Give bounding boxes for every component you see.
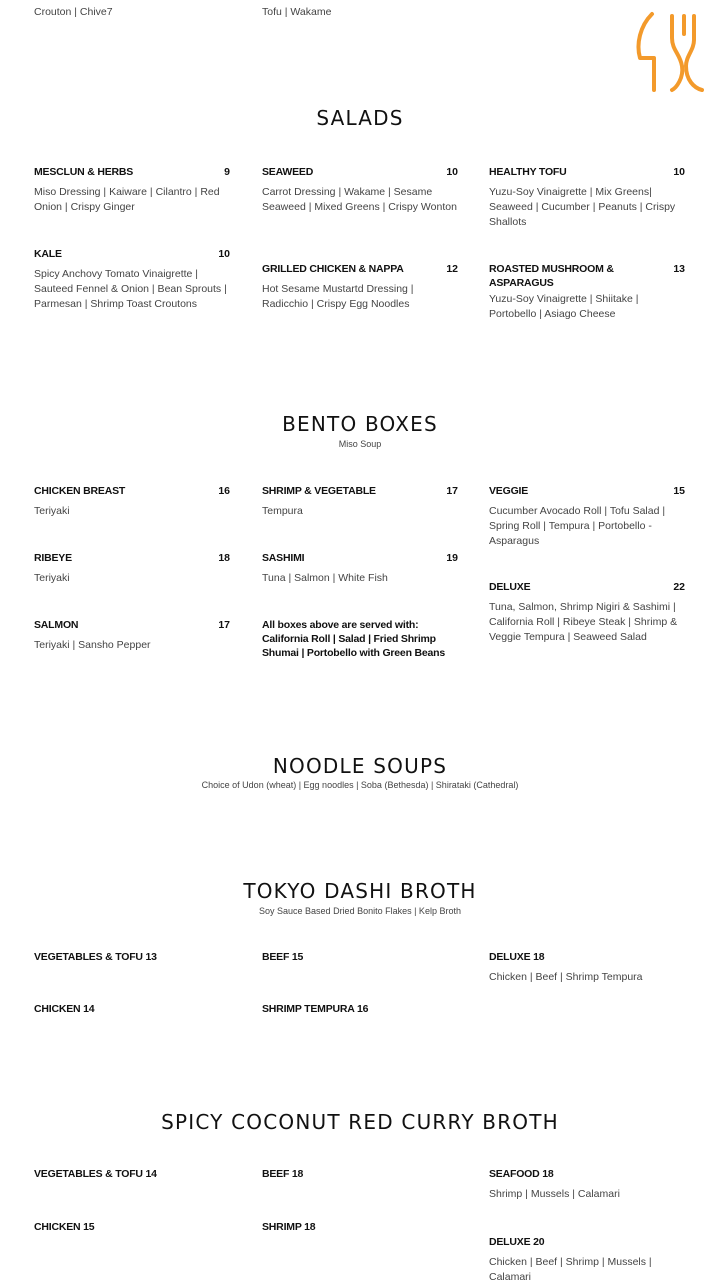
menu-item — [34, 1167, 230, 1181]
item-desc: Cucumber Avocado Roll | Tofu Salad | Spring Roll | Tempura | Portobello - Asparagus — [489, 505, 666, 547]
item-name: MESCLUN & HERBS — [34, 166, 134, 178]
section-title-coconut-curry: SPICY COCONUT RED CURRY BROTH — [161, 1110, 559, 1134]
item-name: DELUXE 20 — [489, 1236, 545, 1248]
menu-item — [489, 950, 685, 985]
section-title-salads: SALADS — [316, 106, 404, 130]
item-name: DELUXE 18 — [489, 951, 545, 963]
menu-item — [34, 551, 230, 586]
menu-item — [262, 484, 458, 519]
item-name: VEGGIE — [489, 485, 529, 497]
section-subtitle-tokyo-dashi: Soy Sauce Based Dried Bonito Flakes | Kelp Broth — [259, 906, 461, 916]
item-price: 12 — [446, 263, 458, 275]
section-title-tokyo-dashi: TOKYO DASHI BROTH — [243, 879, 477, 903]
menu-item — [34, 1002, 230, 1016]
item-price: 17 — [446, 485, 458, 497]
menu-item — [489, 1235, 685, 1285]
menu-item — [262, 551, 458, 586]
item-price: 18 — [218, 552, 230, 564]
item-name: CHICKEN 14 — [34, 1003, 95, 1015]
section-title-noodle-soups: NOODLE SOUPS — [272, 754, 448, 778]
item-price: 10 — [218, 248, 230, 260]
item-name: HEALTHY TOFU — [489, 166, 567, 178]
item-name: VEGETABLES & TOFU 14 — [34, 1168, 157, 1180]
section-subtitle-bento: Miso Soup — [338, 439, 382, 449]
item-price: 19 — [446, 552, 458, 564]
item-name: VEGETABLES & TOFU 13 — [34, 951, 157, 963]
top-mid-desc: Tofu | Wakame — [262, 6, 332, 18]
fork-spoon-logo-icon — [632, 10, 704, 94]
item-name: RIBEYE — [34, 552, 72, 564]
item-price: 9 — [224, 166, 230, 178]
item-price: 10 — [673, 166, 685, 178]
item-name: ROASTED MUSHROOM & ASPARAGUS — [489, 263, 614, 289]
item-price: 22 — [673, 581, 685, 593]
item-name: SEAFOOD 18 — [489, 1168, 554, 1180]
bento-served-with-note: All boxes above are served with: California Roll | Salad | Fried Shrimp Shumai | Portobello with Green Beans — [262, 619, 446, 659]
item-desc: Tuna, Salmon, Shrimp Nigiri & Sashimi | California Roll | Ribeye Steak | Shrimp & Veggie Tempura | Seaweed Salad — [489, 601, 678, 643]
item-desc: Teriyaki | Sansho Pepper — [34, 639, 151, 651]
menu-item — [34, 484, 230, 519]
item-desc: Tuna | Salmon | White Fish — [262, 572, 388, 584]
item-name: SHRIMP 18 — [262, 1221, 316, 1233]
item-desc: Miso Dressing | Kaiware | Cilantro | Red Onion | Crispy Ginger — [34, 186, 220, 213]
top-left-desc: Crouton | Chive7 — [34, 6, 113, 18]
item-price: 15 — [673, 485, 685, 497]
item-desc: Teriyaki — [34, 572, 70, 584]
menu-item — [489, 262, 685, 322]
item-name: DELUXE — [489, 581, 531, 593]
item-desc: Yuzu-Soy Vinaigrette | Mix Greens| Seaweed | Cucumber | Peanuts | Crispy Shallots — [489, 186, 676, 228]
menu-item — [34, 247, 230, 312]
item-name: CHICKEN BREAST — [34, 485, 126, 497]
item-name: GRILLED CHICKEN & NAPPA — [262, 263, 404, 275]
section-subtitle-noodle-soups: Choice of Udon (wheat) | Egg noodles | Soba (Bethesda) | Shirataki (Cathedral) — [201, 780, 519, 790]
menu-item — [262, 262, 458, 312]
item-price: 17 — [218, 619, 230, 631]
item-price: 13 — [673, 263, 685, 275]
menu-item — [34, 950, 230, 964]
menu-item — [489, 1167, 685, 1202]
item-desc: Hot Sesame Mustartd Dressing | Radicchio | Crispy Egg Noodles — [262, 283, 414, 310]
item-desc: Chicken | Beef | Shrimp Tempura — [489, 971, 643, 983]
menu-item — [262, 1167, 458, 1181]
menu-item — [262, 165, 458, 215]
item-price: 16 — [218, 485, 230, 497]
item-desc: Shrimp | Mussels | Calamari — [489, 1188, 620, 1200]
menu-item — [34, 165, 230, 215]
menu-item — [34, 1220, 230, 1234]
item-name: SALMON — [34, 619, 79, 631]
menu-item — [489, 484, 685, 549]
item-desc: Yuzu-Soy Vinaigrette | Shiitake | Portobello | Asiago Cheese — [489, 293, 639, 320]
item-desc: Teriyaki — [34, 505, 70, 517]
item-name: CHICKEN 15 — [34, 1221, 95, 1233]
item-price: 10 — [446, 166, 458, 178]
menu-item — [262, 1220, 458, 1234]
section-title-bento: BENTO BOXES — [282, 412, 438, 436]
item-desc: Chicken | Beef | Shrimp | Mussels | Calamari — [489, 1256, 652, 1283]
item-desc: Spicy Anchovy Tomato Vinaigrette | Sauteed Fennel & Onion | Bean Sprouts | Parmesan | Shrimp Toast Croutons — [34, 268, 227, 310]
item-name: SHRIMP & VEGETABLE — [262, 485, 376, 497]
menu-item — [489, 580, 685, 645]
item-name: KALE — [34, 248, 62, 260]
item-name: BEEF 15 — [262, 951, 304, 963]
item-name: SEAWEED — [262, 166, 314, 178]
item-name: SHRIMP TEMPURA 16 — [262, 1003, 369, 1015]
item-desc: Tempura — [262, 505, 303, 517]
menu-item — [262, 1002, 458, 1016]
item-desc: Carrot Dressing | Wakame | Sesame Seaweed | Mixed Greens | Crispy Wonton — [262, 186, 457, 213]
item-name: SASHIMI — [262, 552, 305, 564]
item-name: BEEF 18 — [262, 1168, 304, 1180]
menu-item — [262, 950, 458, 964]
menu-item — [34, 618, 230, 653]
menu-item — [489, 165, 685, 230]
